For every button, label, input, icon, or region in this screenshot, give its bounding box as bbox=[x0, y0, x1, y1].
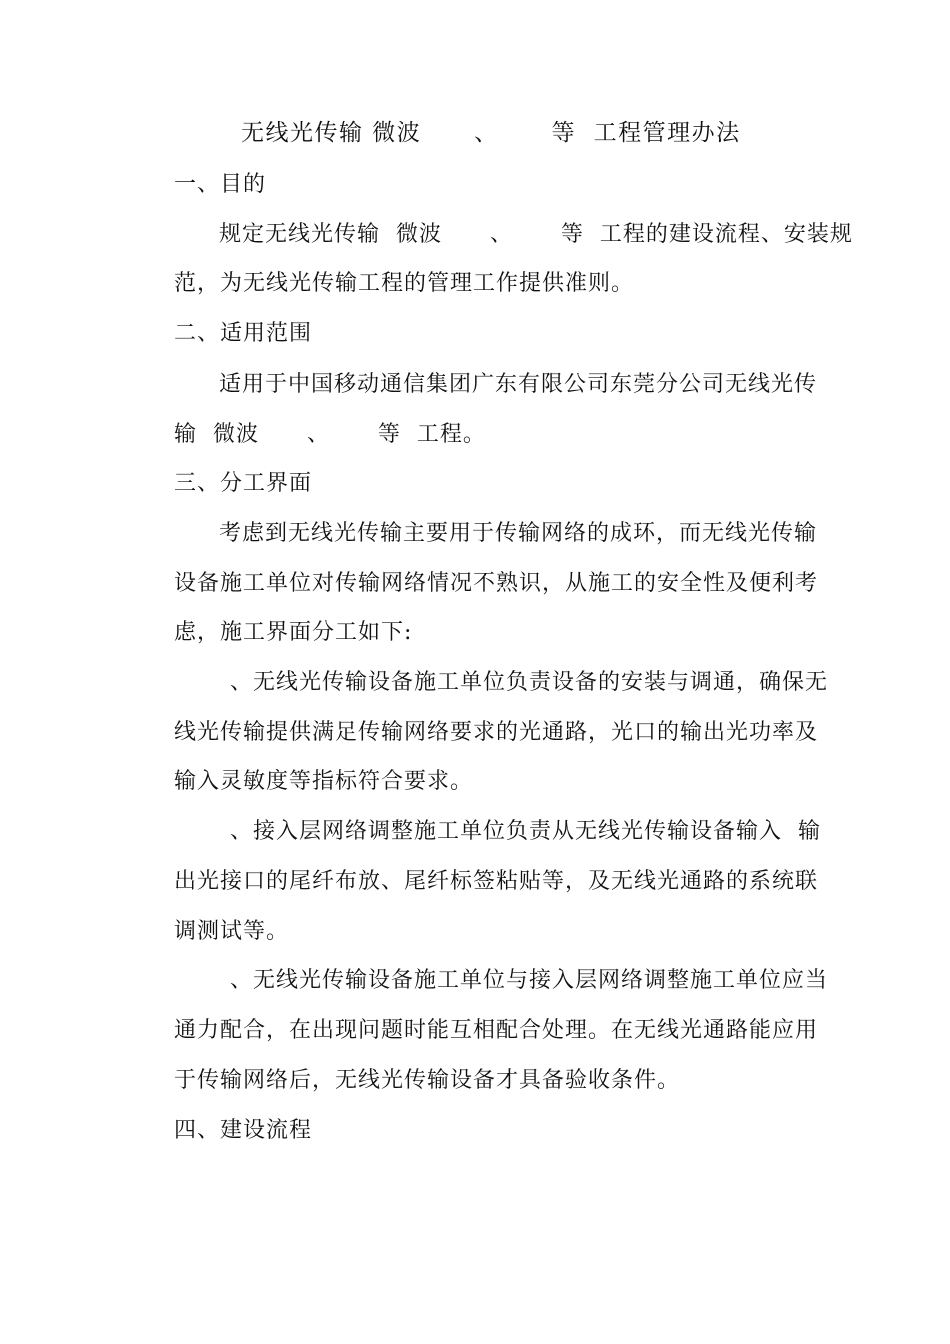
paragraph-line: 范，为无线光传输工程的管理工作提供准则。 bbox=[174, 271, 635, 296]
paragraph-line: 调测试等。 bbox=[174, 919, 290, 944]
paragraph-line: 设备施工单位对传输网络情况不熟识，从施工的安全性及便利考 bbox=[174, 571, 819, 596]
paragraph-line: 于传输网络后，无线光传输设备才具备验收条件。 bbox=[174, 1068, 681, 1093]
section-heading-scope: 二、适用范围 bbox=[174, 321, 313, 346]
paragraph-line: 出光接口的尾纤布放、尾纤标签粘贴等，及无线光通路的系统联 bbox=[174, 869, 819, 894]
paragraph-line: 考虑到无线光传输主要用于传输网络的成环，而无线光传输 bbox=[219, 521, 818, 546]
paragraph-line: 适用于中国移动通信集团广东有限公司东莞分公司无线光传 bbox=[219, 372, 818, 397]
section-heading-process: 四、建设流程 bbox=[174, 1118, 313, 1143]
section-heading-purpose: 一、目的 bbox=[174, 172, 267, 197]
paragraph-line: 、无线光传输设备施工单位负责设备的安装与调通，确保无 bbox=[230, 670, 829, 695]
section-heading-division: 三、分工界面 bbox=[174, 471, 313, 496]
paragraph-line: 、无线光传输设备施工单位与接入层网络调整施工单位应当 bbox=[230, 968, 829, 993]
paragraph-line: 通力配合，在出现问题时能互相配合处理。在无线光通路能应用 bbox=[174, 1018, 819, 1043]
paragraph-line: 输入灵敏度等指标符合要求。 bbox=[174, 769, 474, 794]
paragraph-line: 虑，施工界面分工如下: bbox=[174, 620, 413, 645]
paragraph-line: 线光传输提供满足传输网络要求的光通路，光口的输出光功率及 bbox=[174, 720, 819, 745]
document-title: 无线光传输 微波 、 等 工程管理办法 bbox=[241, 120, 741, 146]
paragraph-line: 、接入层网络调整施工单位负责从无线光传输设备输入 输 bbox=[230, 819, 821, 844]
paragraph-line: 输 微波 、 等 工程。 bbox=[174, 422, 486, 447]
paragraph-line: 规定无线光传输 微波 、 等 工程的建设流程、安装规 bbox=[219, 222, 853, 247]
